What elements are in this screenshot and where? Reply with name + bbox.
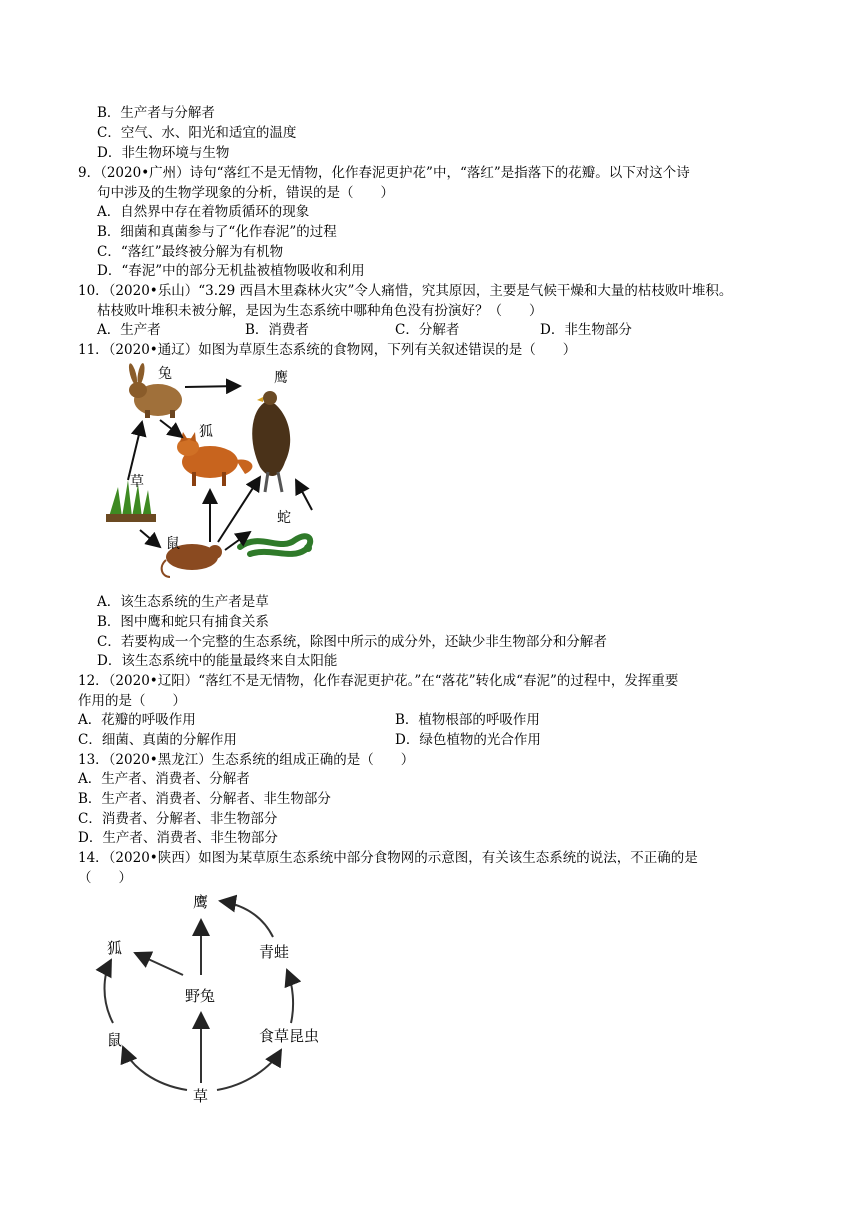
- q11-food-web-figure: [100, 362, 325, 587]
- q11-option-a: A．该生态系统的生产者是草: [97, 594, 269, 610]
- label-mouse: 鼠: [166, 536, 180, 552]
- q10-option-d: D．非生物部分: [540, 322, 632, 338]
- label-hare: 野兔: [185, 987, 216, 1005]
- q11-option-c: C．若要构成一个完整的生态系统，除图中所示的成分外，还缺少非生物部分和分解者: [97, 634, 607, 650]
- q9-option-b: B．细菌和真菌参与了“化作春泥”的过程: [97, 224, 337, 240]
- q14-stem-line1: 14．（2020•陕西）如图为某草原生态系统中部分食物网的示意图，有关该生态系统的说法，不正确的是: [78, 850, 698, 866]
- q14-food-web-figure: [95, 885, 345, 1110]
- q10-option-c: C．分解者: [395, 322, 460, 338]
- q9-stem-line2: 句中涉及的生物学现象的分析，错误的是（ ）: [97, 185, 394, 201]
- q11-stem: 11．（2020•通辽）如图为草原生态系统的食物网，下列有关叙述错误的是（ ）: [78, 342, 577, 358]
- q8-option-d: D．非生物环境与生物: [97, 145, 230, 161]
- q14-stem-line2: （ ）: [78, 870, 132, 886]
- q8-option-c: C．空气、水、阳光和适宜的温度: [97, 125, 297, 141]
- q13-option-a: A．生产者、消费者、分解者: [78, 771, 250, 787]
- fox-illustration: [177, 432, 252, 486]
- label-mouse: 鼠: [107, 1031, 123, 1049]
- q9-stem-line1: 9．（2020•广州）诗句“落红不是无情物，化作春泥更护花”中，“落红”是指落下的花瓣。以下对这个诗: [78, 165, 690, 181]
- label-grass: 草: [130, 474, 144, 490]
- q10-stem-line2: 枯枝败叶堆积未被分解，是因为生态系统中哪种角色没有扮演好？（ ）: [97, 303, 543, 319]
- q13-option-d: D．生产者、消费者、非生物部分: [78, 830, 278, 846]
- q11-option-b: B．图中鹰和蛇只有捕食关系: [97, 614, 269, 630]
- q12-option-d: D．绿色植物的光合作用: [395, 732, 541, 748]
- q13-option-c: C．消费者、分解者、非生物部分: [78, 811, 278, 827]
- label-fox: 狐: [107, 939, 123, 957]
- rabbit-illustration: [127, 363, 182, 418]
- label-frog: 青蛙: [259, 943, 290, 961]
- q10-option-a: A．生产者: [97, 322, 161, 338]
- q9-option-a: A．自然界中存在着物质循环的现象: [97, 204, 310, 220]
- q9-option-c: C．“落红”最终被分解为有机物: [97, 244, 284, 260]
- label-grass: 草: [193, 1087, 209, 1105]
- label-rabbit: 兔: [158, 366, 172, 382]
- q13-option-b: B．生产者、消费者、分解者、非生物部分: [78, 791, 331, 807]
- q9-option-d: D．“春泥”中的部分无机盐被植物吸收和利用: [97, 263, 365, 279]
- label-fox: 狐: [199, 424, 213, 440]
- q10-stem-line1: 10．（2020•乐山）“3.29 西昌木里森林火灾”令人痛惜，究其原因，主要是气候干燥和大量的枯枝败叶堆积。: [78, 283, 733, 299]
- snake-illustration: [240, 536, 312, 554]
- q12-stem-line2: 作用的是（ ）: [78, 693, 186, 709]
- q10-option-b: B．消费者: [245, 322, 309, 338]
- q11-option-d: D．该生态系统中的能量最终来自太阳能: [97, 653, 338, 669]
- q12-option-a: A．花瓣的呼吸作用: [78, 712, 196, 728]
- q12-option-c: C．细菌、真菌的分解作用: [78, 732, 237, 748]
- label-insect: 食草昆虫: [259, 1027, 320, 1045]
- eagle-illustration: [252, 391, 290, 492]
- q12-stem-line1: 12．（2020•辽阳）“落红不是无情物，化作春泥更护花。”在“落花”转化成“春泥”的过程中，发挥重要: [78, 673, 679, 689]
- label-eagle: 鹰: [193, 893, 209, 911]
- q12-option-b: B．植物根部的呼吸作用: [395, 712, 540, 728]
- q13-stem: 13．（2020•黑龙江）生态系统的组成正确的是（ ）: [78, 752, 415, 768]
- q8-option-b: B．生产者与分解者: [97, 105, 215, 121]
- label-snake: 蛇: [277, 510, 291, 526]
- label-eagle: 鹰: [274, 370, 288, 386]
